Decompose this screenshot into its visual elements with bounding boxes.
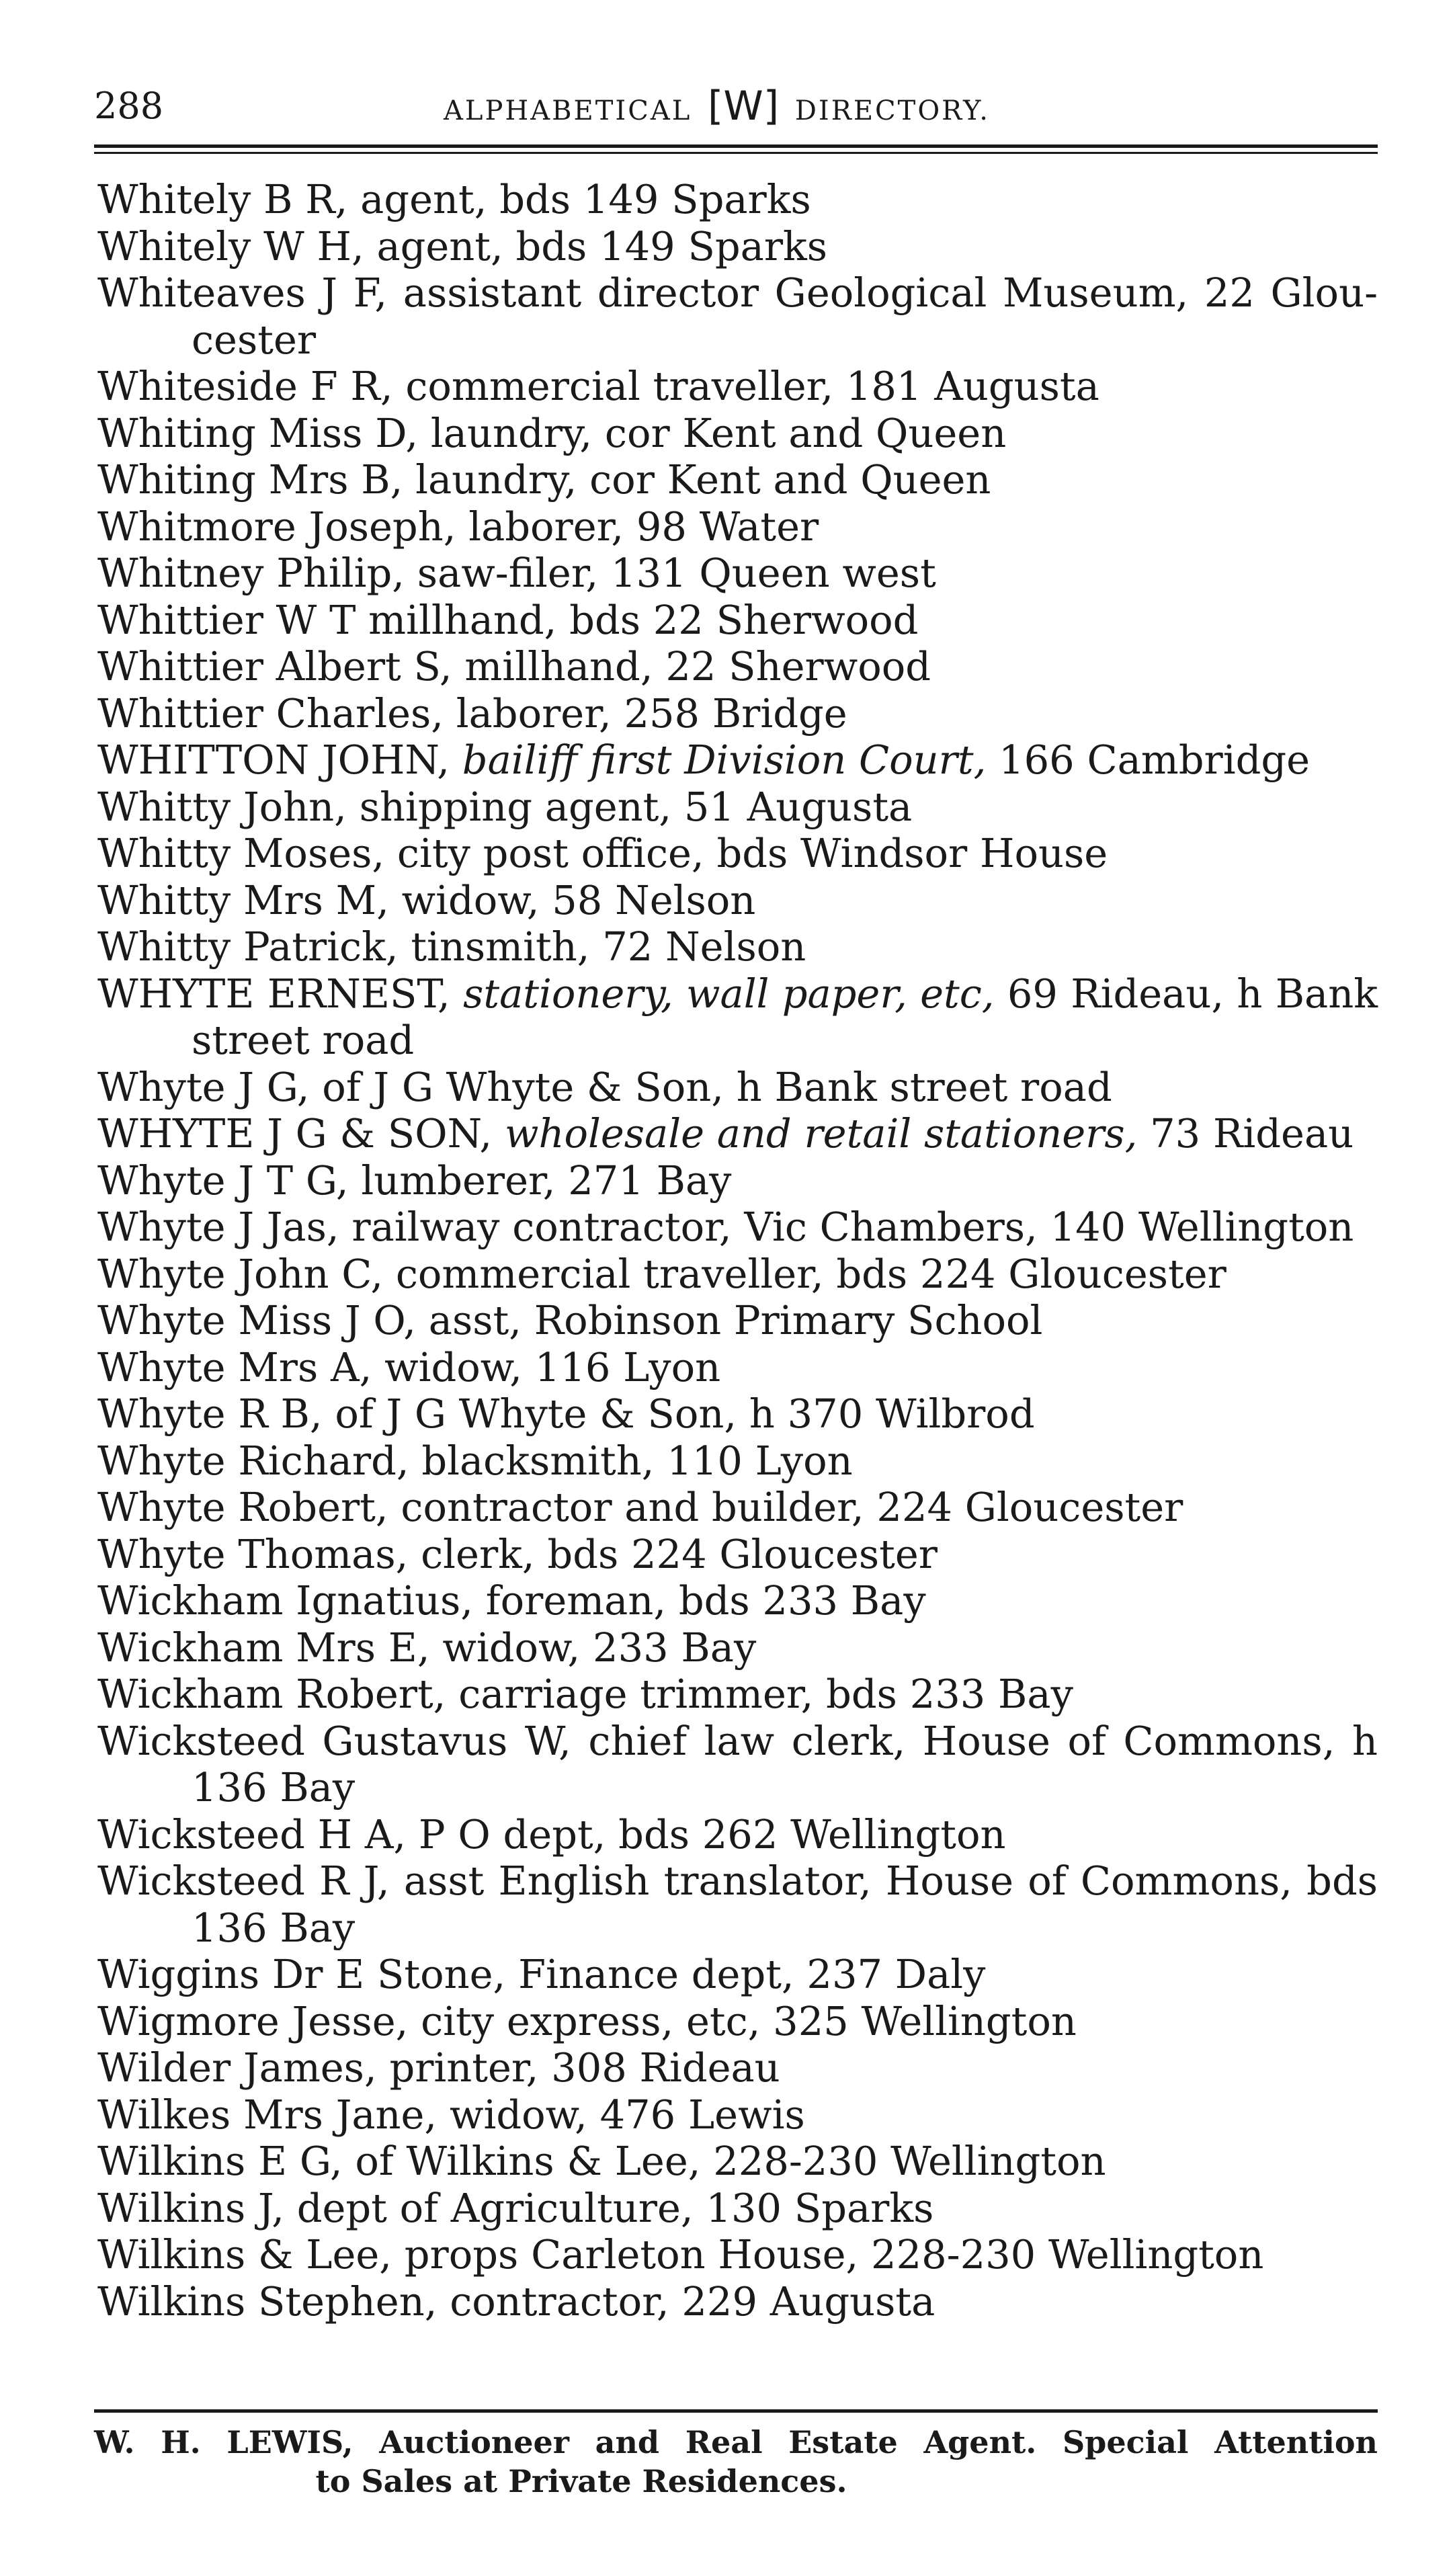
directory-entry: Wicksteed Gustavus W, chief law clerk, House of Commons, h 136 Bay <box>97 1717 1378 1811</box>
entry-business-name: WHITTON JOHN, <box>97 737 450 783</box>
directory-entry: Whyte J Jas, railway contractor, Vic Chambers, 140 Wellington <box>97 1204 1354 1250</box>
directory-entry: Whittier Charles, laborer, 258 Bridge <box>97 690 847 737</box>
directory-entry: Whyte Mrs A, widow, 116 Lyon <box>97 1343 721 1390</box>
running-head-left: ALPHABETICAL <box>444 95 692 126</box>
directory-entry <box>97 737 1378 784</box>
directory-entry: Whitney Philip, saw-filer, 131 Queen west <box>97 550 936 596</box>
entry-business-name: WHYTE ERNEST, <box>97 970 450 1017</box>
directory-entry: Wiggins Dr E Stone, Finance dept, 237 Daly <box>97 1951 986 1997</box>
directory-entry: Wilder James, printer, 308 Rideau <box>97 2044 780 2091</box>
page-header <box>94 79 1378 133</box>
directory-entry: Whitmore Joseph, laborer, 98 Water <box>97 503 819 550</box>
entry-trade: stationery, wall paper, etc, <box>463 970 995 1017</box>
footer-advertisement <box>94 2423 1378 2501</box>
directory-entry: Whyte R B, of J G Whyte & Son, h 370 Wilbrod <box>97 1390 1035 1437</box>
directory-entry: Wickham Robert, carriage trimmer, bds 233 Bay <box>97 1671 1073 1717</box>
directory-entry: Whittier W T millhand, bds 22 Sherwood <box>97 596 919 643</box>
directory-entry: Wilkins Stephen, contractor, 229 Augusta <box>97 2278 936 2325</box>
directory-entry: Whiting Mrs B, laundry, cor Kent and Queen <box>97 456 991 503</box>
directory-entry: Whitely B R, agent, bds 149 Sparks <box>97 176 811 222</box>
directory-entry: Wilkins J, dept of Agriculture, 130 Sparks <box>97 2184 934 2231</box>
entry-trade: wholesale and retail stationers, <box>504 1110 1138 1157</box>
directory-entry <box>97 1110 1378 1157</box>
directory-entry: Whyte Miss J O, asst, Robinson Primary School <box>97 1297 1043 1343</box>
directory-entry: Whiteaves J F, assistant director Geological Museum, 22 Glou- cester <box>97 269 1378 363</box>
running-head <box>444 79 990 138</box>
directory-entry: Wilkes Mrs Jane, widow, 476 Lewis <box>97 2091 805 2138</box>
directory-entry: Whyte Richard, blacksmith, 110 Lyon <box>97 1437 853 1484</box>
directory-entry: Whyte John C, commercial traveller, bds 224 Gloucester <box>97 1250 1227 1297</box>
entry-address: 69 Rideau, h Bank street road <box>192 970 1378 1063</box>
directory-entry: Wicksteed R J, asst English translator, House of Commons, bds 136 Bay <box>97 1858 1378 1951</box>
directory-entry: Whiting Miss D, laundry, cor Kent and Queen <box>97 409 1007 456</box>
header-rule <box>94 144 1378 154</box>
directory-entry: Whittier Albert S, millhand, 22 Sherwood <box>97 643 931 690</box>
directory-entry: Wicksteed H A, P O dept, bds 262 Wellington <box>97 1811 1006 1858</box>
directory-entries <box>97 176 1378 2325</box>
directory-entry: Wilkins E G, of Wilkins & Lee, 228-230 Wellington <box>97 2138 1106 2184</box>
advert-line-2: to Sales at Private Residences. <box>315 2463 847 2499</box>
directory-entry: Whitty Mrs M, widow, 58 Nelson <box>97 876 756 923</box>
directory-entry: Wickham Ignatius, foreman, bds 233 Bay <box>97 1577 926 1624</box>
directory-entry <box>97 970 1378 1064</box>
entry-business-name: WHYTE J G & SON, <box>97 1110 493 1157</box>
directory-entry: Wigmore Jesse, city express, etc, 325 Wellington <box>97 1997 1077 2044</box>
directory-entry: Whitely W H, agent, bds 149 Sparks <box>97 222 828 269</box>
page-number: 288 <box>94 85 164 127</box>
entry-address: 166 Cambridge <box>999 737 1311 783</box>
directory-entry: Whyte J G, of J G Whyte & Son, h Bank street road <box>97 1063 1112 1110</box>
directory-entry: Whyte J T G, lumberer, 271 Bay <box>97 1157 732 1204</box>
directory-entry: Whitty Moses, city post office, bds Windsor House <box>97 830 1108 876</box>
directory-entry: Whyte Robert, contractor and builder, 224 Gloucester <box>97 1484 1183 1530</box>
entry-trade: bailiff first Division Court, <box>462 737 987 783</box>
footer-rule <box>94 2409 1378 2413</box>
running-head-right: DIRECTORY. <box>794 95 990 126</box>
directory-entry: Whitty John, shipping agent, 51 Augusta <box>97 783 913 830</box>
directory-entry: Whiteside F R, commercial traveller, 181 Augusta <box>97 363 1099 409</box>
advert-line-1: W. H. LEWIS, Auctioneer and Real Estate Agent. Special Attention <box>94 2424 1378 2460</box>
entry-address: 73 Rideau <box>1150 1110 1354 1157</box>
section-letter: [W] <box>707 83 780 130</box>
directory-entry: Whyte Thomas, clerk, bds 224 Gloucester <box>97 1530 938 1577</box>
directory-entry: Whitty Patrick, tinsmith, 72 Nelson <box>97 923 806 970</box>
directory-entry: Wickham Mrs E, widow, 233 Bay <box>97 1624 757 1671</box>
directory-entry: Wilkins & Lee, props Carleton House, 228-230 Wellington <box>97 2231 1264 2278</box>
